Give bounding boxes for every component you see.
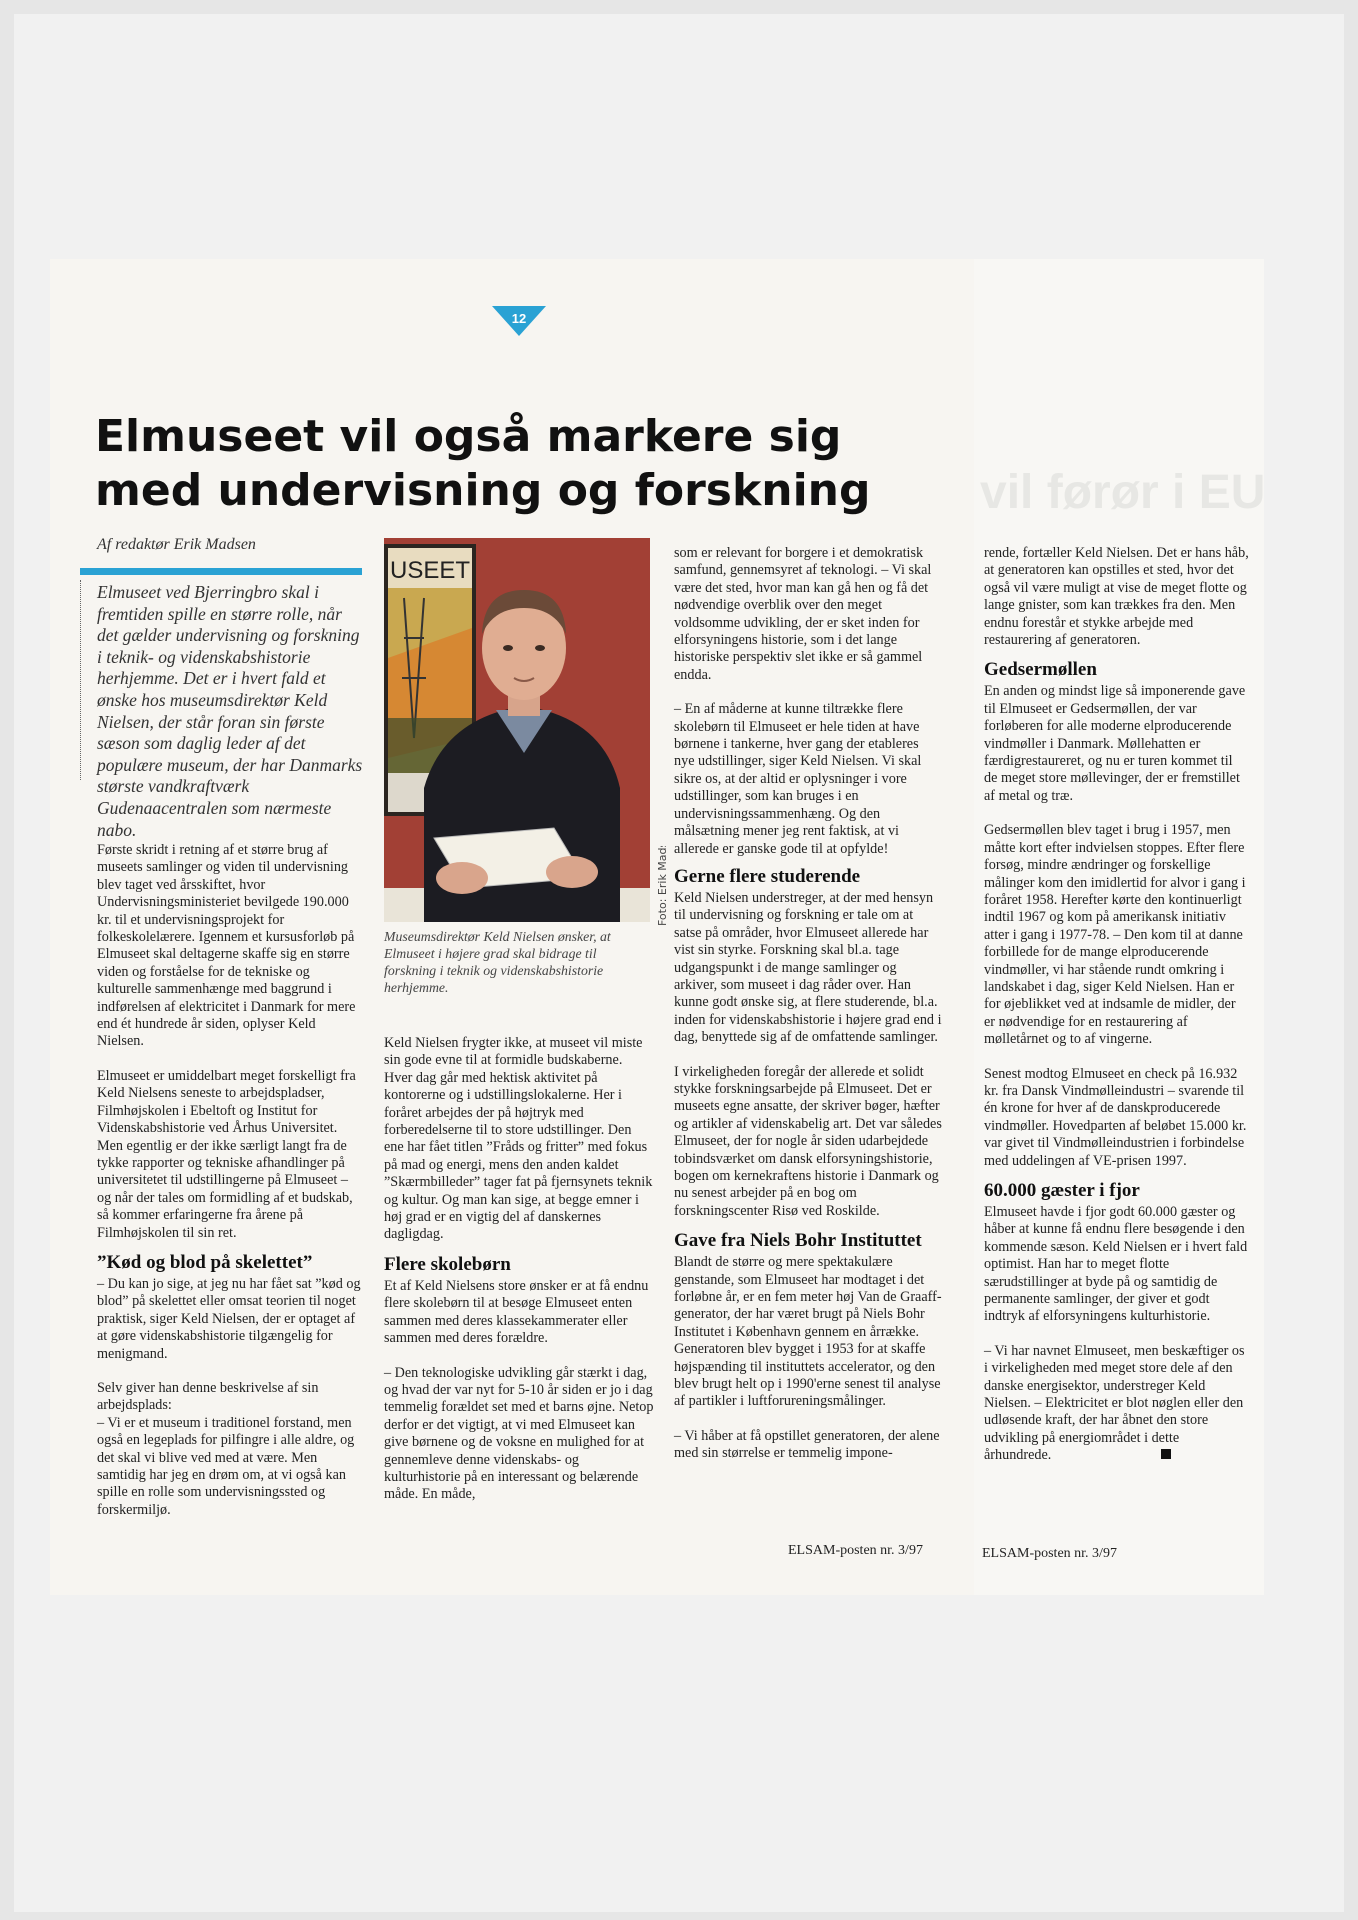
- page-number-badge: [492, 306, 546, 336]
- accent-bar: [80, 568, 362, 575]
- article-column-3: [674, 545, 942, 1480]
- page-number: 12: [511, 311, 527, 326]
- lead-paragraph: Elmuseet ved Bjerringbro skal i fremtiden spille en større rolle, når det gælder undervisning og forskning i teknik- og videnskabshistorie herhjemme. Det er i hvert fald et ønske hos museumsdirektør Keld Nielsen, der står foran sin første sæson som daglig leder af det populære museum, der har Danmarks største vandkraftværk Gudenaacentralen som nærmeste nabo.: [97, 582, 363, 840]
- headline-line-2: med undervisning og forskning: [95, 465, 871, 516]
- photo-caption: Museumsdirektør Keld Nielsen ønsker, at Elmuseet i højere grad skal bidrage til forskning i teknik og videnskabshistorie herhjemme.: [384, 929, 611, 995]
- photo-credit-text: Foto: Erik Madsen: [656, 846, 669, 926]
- poster-text: USEET: [390, 557, 471, 584]
- hand-left: [436, 862, 488, 894]
- byline: Af redaktør Erik Madsen: [97, 536, 256, 553]
- portrait-illustration: [384, 538, 650, 922]
- paragraph: En anden og mindst lige så imponerende gave til Elmuseet er Gedsermøllen, der var forløberen for alle moderne elproducerende vindmøller i Danmark. Møllehatten er færdigrestaureret, og nu er turen kommet til de meget store møllevinger, der er fremstillet af metal og træ.: [984, 683, 1246, 804]
- paragraph: Elmuseet havde i fjor godt 60.000 gæster og håber at kunne få endnu flere besøgende i den kommende sæson. Keld Nielsen er i hvert fald optimist. Han har to meget flotte særudstillinger at byde på og samtidig de permanente samlinger, der giver et godt indtryk af elforsyningens kulturhistorie.: [984, 1204, 1248, 1325]
- paragraph: Senest modtog Elmuseet en check på 16.932 kr. fra Dansk Vindmølleindustri – svarende til én krone for hver af de danskproducerede vindmøller. Hovedparten af beløbet 15.000 kr. var givet til Vindmølleindustrien i forbindelse med uddelingen af VE-prisen 1997.: [984, 1065, 1247, 1169]
- subheading: ”Kød og blod på skelettet”: [97, 1251, 313, 1273]
- article-column-2: [384, 1035, 654, 1521]
- paragraph: – Vi er et museum i traditionel forstand, men også en legeplads for pilfingre i alle aldre, og det skal vi blive ved med at være. Men samtidig har jeg en drøm om, at vi også kan spille en rolle som undervisningssted og forskermiljø.: [97, 1414, 355, 1518]
- paragraph: Første skridt i retning af et større brug af museets samlinger og viden til undervisning blev taget ved årsskiftet, hvor Undervisningsministeriet bevilgede 190.000 kr. til et undervisningsprojekt for folkeskolelærere. Igennem et kursusforløb på Elmuseet skal deltagerne skaffe sig en større viden og forståelse for de tekniske og kulturelle sammenhænge med baggrund i indførelsen af elektricitet i Danmark for mere end ét hundrede år siden, oplyser Keld Nielsen.: [97, 842, 356, 1050]
- paragraph: – Vi håber at få opstillet generatoren, der alene med sin størrelse er temmelig impone-: [674, 1427, 940, 1462]
- hand-right: [546, 856, 598, 888]
- subheading: Gerne flere studerende: [674, 865, 861, 887]
- paragraph: som er relevant for borgere i et demokratisk samfund, gennemsyret af teknologi. – Vi skal være det sted, hvor man kan gå hen og få det nødvendige overblik over den meget voldsomme udvikling, der er sket inden for elforsyningens historie, som i det lange historiske perspektiv slet ikke er så gammel endda.: [674, 545, 932, 683]
- article-column-4: [984, 545, 1249, 1482]
- article-column-1: [97, 842, 365, 1536]
- paragraph: Keld Nielsen frygter ikke, at museet vil miste sin gode evne til at formidle budskaberne. Hver dag går med hektisk aktivitet på kontorerne og i udstillingslokalerne. Her i foråret arbejdes der på højtryk med forberedelserne til to store udstillinger. Den ene har fået titlen ”Fråds og fritter” med fokus på mad og energi, mens den anden kaldet ”Skærmbilleder” tager fat på fjernsynets teknik og kultur. Og man kan sige, at begge emner i høj grad er en vigtig del af danskernes dagligdag.: [384, 1035, 653, 1243]
- footer-left: ELSAM-posten nr. 3/97: [788, 1543, 923, 1558]
- paragraph: – Den teknologiske udvikling går stærkt i dag, og hvad der var nyt for 5-10 år siden er jo i dag temmelig forældet set med et barns øjne. Netop derfor er det vigtigt, at vi med Elmuseet kan give børnene og de voksne en mulighed for at gennemleve denne videnskabs- og kulturhistorie på en interessant og belærende måde. En måde,: [384, 1364, 654, 1503]
- paragraph: [984, 1343, 1249, 1465]
- photo-credit: [652, 846, 672, 926]
- paragraph: – Du kan jo sige, at jeg nu har fået sat ”kød og blod” på skelettet eller omsat teorien til noget praktisk, siger Keld Nielsen, der er optaget af at gøre videnskabshistorie tilgængelig for menigmand.: [97, 1275, 361, 1362]
- portrait-photo: [384, 538, 650, 922]
- paragraph: Keld Nielsen understreger, at der med hensyn til undervisning og forskning er tale om at satse på områder, hvor Elmuseet allerede har vist sin styrke. Forskning skal bl.a. tage udgangspunkt i de mange samlinger og arkiver, som museet i dag råder over. Han kunne godt ønske sig, at flere studerende, bl.a. inden for videnskabshistorie i højere grad end i dag, benyttede sig af de omfattende samlinger.: [674, 889, 942, 1046]
- footer-right: ELSAM-posten nr. 3/97: [982, 1546, 1117, 1561]
- page-number-triangle-icon: [492, 306, 546, 336]
- subheading: Gedsermøllen: [984, 659, 1097, 681]
- end-mark-icon: [1161, 1449, 1171, 1459]
- subheading: Flere skolebørn: [384, 1253, 511, 1275]
- closing-paragraph: – Vi har navnet Elmuseet, men beskæftiger os i virkeligheden med meget store dele af den danske energisektor, understreger Keld Nielsen. – Elektricitet er blot nøglen eller den udløsende kraft, der har åbnet den store udvikling på energiområdet i dette århundrede.: [984, 1342, 1245, 1464]
- paragraph: – En af måderne at kunne tiltrække flere skolebørn til Elmuseet er hele tiden at have børnene i tankerne, hver gang der etableres nye udstillinger, siger Keld Nielsen. Vi skal sikre os, at der altid er oplysninger i vore udstillinger, som kan bruges i en undervisningssammenhæng. Og den målsætning mener jeg rent faktisk, at vi allerede er ganske gode til at opfylde!: [674, 701, 922, 857]
- headline-line-1: Elmuseet vil også markere sig: [95, 411, 842, 462]
- paragraph: Selv giver han denne beskrivelse af sin arbejdsplads:: [97, 1379, 319, 1414]
- dotted-rule: [80, 580, 81, 780]
- subheading: Gave fra Niels Bohr Instituttet: [674, 1230, 922, 1252]
- article-headline: [95, 410, 955, 518]
- paragraph: Et af Keld Nielsens store ønsker er at få endnu flere skolebørn til at besøge Elmuseet enten sammen med deres klassekammerater eller sammen med deres forældre.: [384, 1277, 649, 1347]
- paragraph: I virkeligheden foregår der allerede et solidt stykke forskningsarbejde på Elmuseet. Det er museets egne ansatte, der skriver bøger, hæfter og artikler af videnskabelig art. Det var således Elmuseet, der for nogle år siden udarbejdede tobindsværket om dansk elforsyningshistorie, bogen om kernekraftens historie i Danmark og nu senest arbejder på en bog om forskningscenter Risø ved Roskilde.: [674, 1063, 942, 1219]
- paragraph: Gedsermøllen blev taget i brug i 1957, men måtte kort efter indvielsen stoppes. Efter flere forsøg, mindre ændringer og forskellige målinger kom den imidlertid for alvor i gang i foråret 1958. Herefter kørte den kontinuerligt indtil 1967 og kom på amerikansk initiativ atter i gang i 1977-78. – Den kom til at danne forbillede for de mange elproducerende vindmøller, vi har stående rundt omkring i landskabet i dag, siger Keld Nielsen. Han er for øjeblikket ved at indsamle de midler, der er nødvendige for en restaurering af mølletårnet og to af vingerne.: [984, 822, 1246, 1048]
- paragraph: rende, fortæller Keld Nielsen. Det er hans håb, at generatoren kan opstilles et sted, hvor det også vil være muligt at vise de meget flotte og lange gnister, som kan trækkes fra den. Men endnu forestår et stykke arbejde med restaurering af generatoren.: [984, 545, 1249, 649]
- paragraph: Blandt de større og mere spektakulære genstande, som Elmuseet har modtaget i det forløbne år, er en fem meter høj Van de Graaff-generator, der har været brugt på Niels Bohr Institutet i København gennem en årrække. Generatoren blev bygget i 1953 for at skaffe højspænding til instituttets accelerator, og den blev brugt helt op i 1990'erne senest til analyse af partikler i luftforureningsmålinger.: [674, 1254, 942, 1410]
- ghost-headline-showthrough: vil førør i EU: [980, 466, 1266, 519]
- paragraph: Elmuseet er umiddelbart meget forskelligt fra Keld Nielsens seneste to arbejdspladser, Filmhøjskolen i Ebeltoft og Institut for Videnskabshistorie ved Århus Universitet. Men egentlig er der ikke særligt langt fra de tykke rapporter og tekniske afhandlinger på universitetet til udstillingerne på Elmuseet – og når der tales om formidling af et budskab, så kommer erfaringerne fra årene på Filmhøjskolen til sin ret.: [97, 1067, 356, 1241]
- subheading: 60.000 gæster i fjor: [984, 1180, 1140, 1201]
